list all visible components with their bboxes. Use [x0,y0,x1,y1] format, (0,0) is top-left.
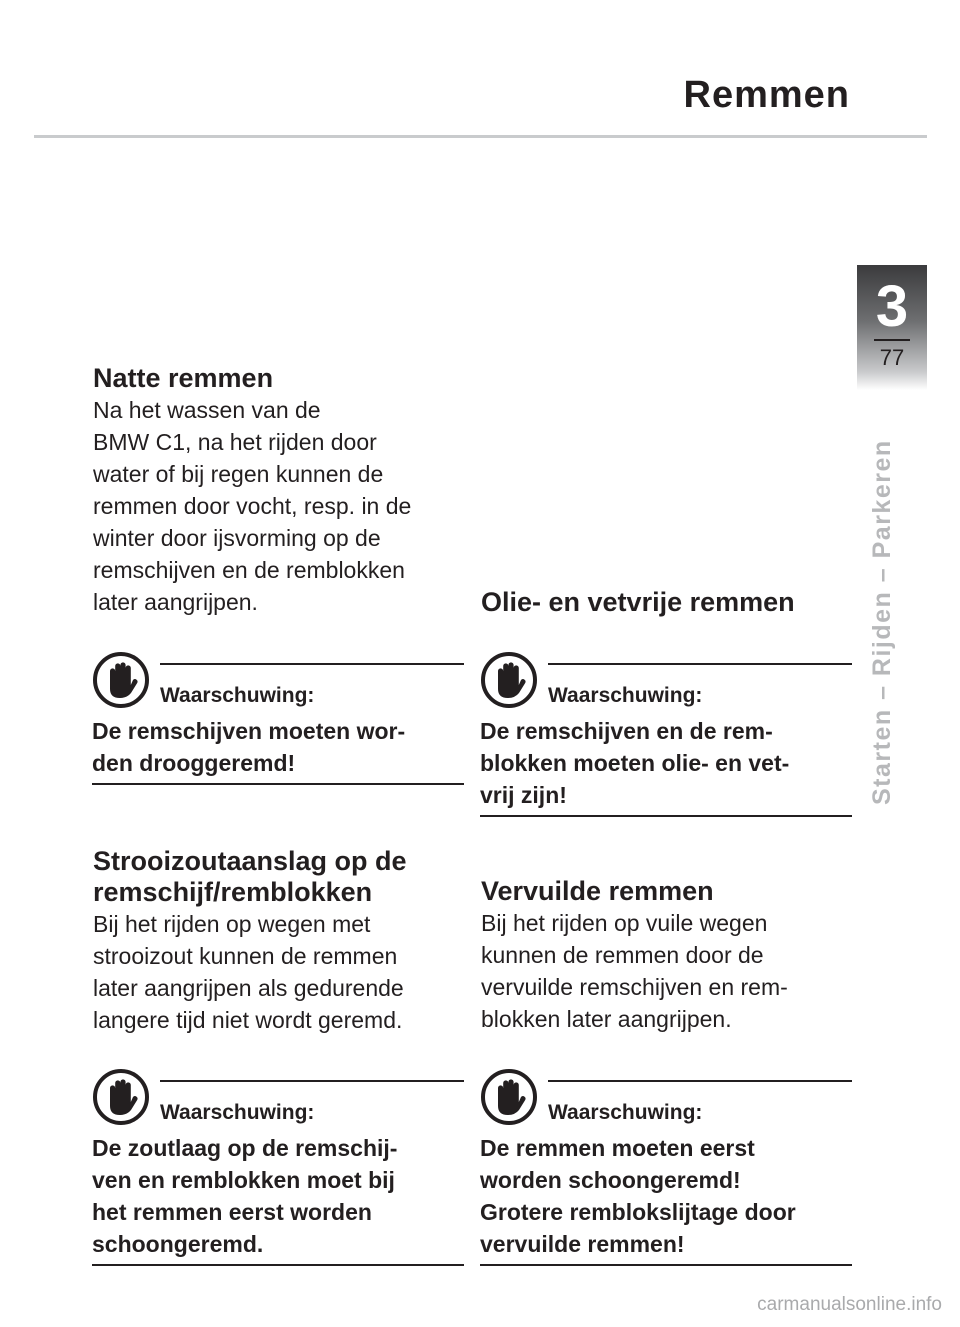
watermark: carmanualsonline.info [757,1294,942,1315]
chapter-tab [857,265,927,390]
warning-rule [160,663,464,665]
section-body: Bij het rijden op vuile wegen kunnen de remmen door de vervuilde remschijven en rem- blokken later aangrijpen. [481,910,788,1032]
section-heading: Strooizoutaanslag op de remschijf/remblokken [93,846,407,907]
section-body: Bij het rijden op wegen met strooizout kunnen de remmen later aangrijpen als gedurende langere tijd niet wordt geremd. [93,911,404,1033]
page-number: 77 [879,345,905,370]
warning-text: De remschijven moeten wor- den drooggeremd! [92,715,464,785]
chapter-number: 3 [875,274,909,339]
stop-hand-icon [480,1068,538,1126]
warning-rule [548,663,852,665]
section-heading: Olie- en vetvrije remmen [481,587,795,617]
warning-label: Waarschuwing: [160,1101,315,1124]
warning-text: De remmen moeten eerst worden schoongeremd! Grotere remblokslijtage door vervuilde remmen! [480,1132,852,1266]
warning-rule [160,1080,464,1082]
section-heading: Vervuilde remmen [481,876,714,906]
warning-rule [548,1080,852,1082]
stop-hand-icon [92,1068,150,1126]
stop-hand-icon [92,651,150,709]
section-dirty-brakes [481,876,853,1035]
chapter-divider [874,339,910,341]
section-body: Na het wassen van de BMW C1, na het rijden door water of bij regen kunnen de remmen door vocht, resp. in de winter door ijsvorming op de remschijven en de remblokken later aangrijpen. [93,397,412,615]
stop-hand-icon [480,651,538,709]
page-title: Remmen [683,74,850,116]
warning-box [480,651,852,817]
warning-box [92,1068,464,1266]
warning-label: Waarschuwing: [548,1101,703,1124]
section-salt-deposits [93,846,465,1036]
section-wet-brakes [93,363,465,618]
warning-label: Waarschuwing: [548,684,703,707]
chapter-side-label: Starten – Rijden – Parkeren [868,439,896,805]
warning-label: Waarschuwing: [160,684,315,707]
warning-text: De remschijven en de rem- blokken moeten olie- en vet- vrij zijn! [480,715,852,817]
section-oil-free-brakes [481,587,853,618]
warning-box [92,651,464,785]
warning-text: De zoutlaag op de remschij- ven en remblokken moet bij het remmen eerst worden schoongeremd. [92,1132,464,1266]
section-heading: Natte remmen [93,363,274,393]
warning-box [480,1068,852,1266]
header-divider [34,135,927,138]
